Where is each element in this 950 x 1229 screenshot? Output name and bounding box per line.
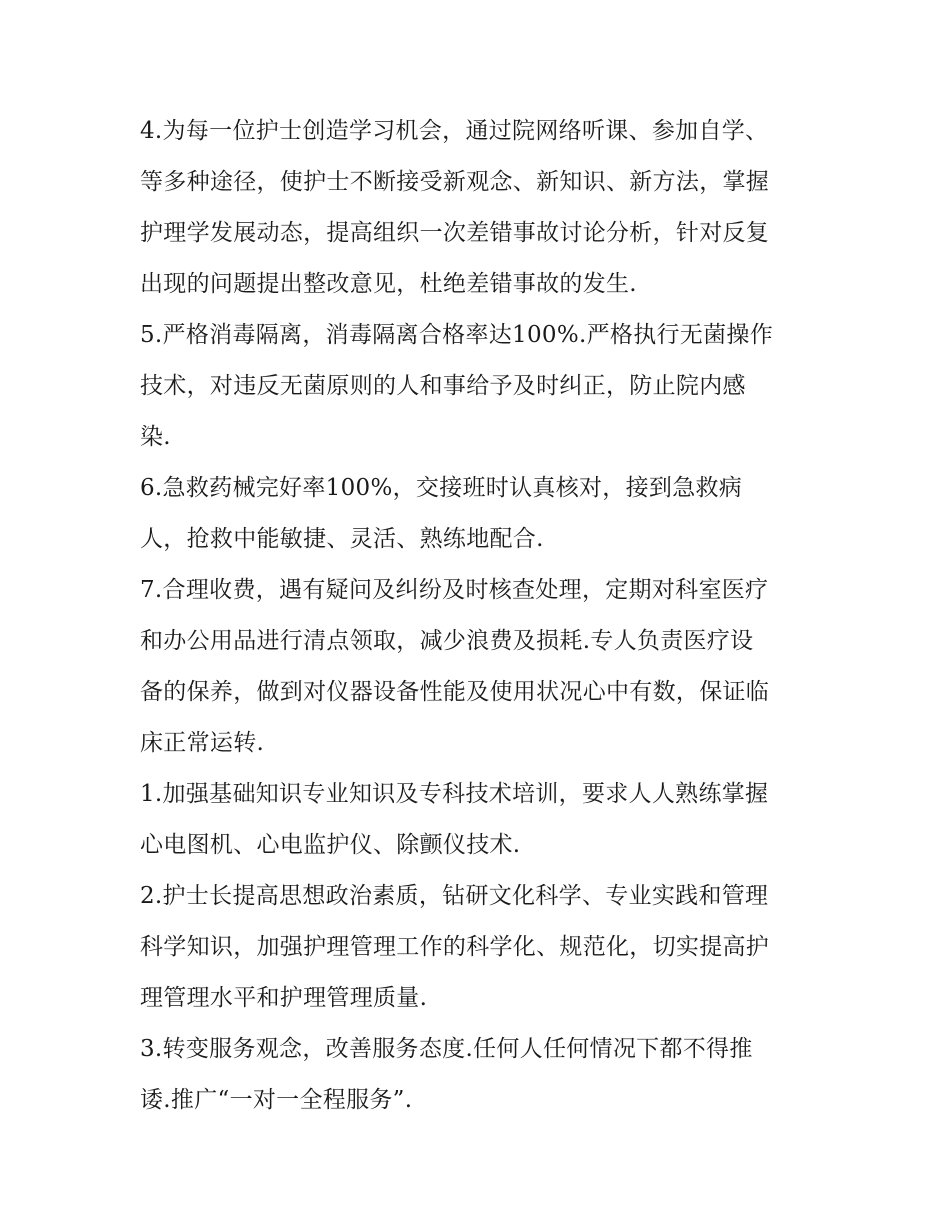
document-body (140, 106, 820, 1126)
text-line: 诿.推广“一对一全程服务”. (140, 1087, 413, 1113)
text-line: 备的保养，做到对仪器设备性能及使用状况心中有数，保证临 (140, 679, 770, 705)
text-line: 等多种途径，使护士不断接受新观念、新知识、新方法，掌握 (140, 169, 770, 195)
text-line: 理管理水平和护理管理质量. (140, 985, 428, 1011)
text-line: 人，抢救中能敏捷、灵活、熟练地配合. (140, 526, 544, 552)
text-line: 染. (140, 424, 171, 450)
text-line: 6.急救药械完好率100%，交接班时认真核对，接到急救病 (140, 475, 743, 501)
text-line: 7.合理收费，遇有疑问及纠纷及时核查处理，定期对科室医疗 (140, 577, 769, 603)
text-line: 3.转变服务观念，改善服务态度.任何人任何情况下都不得推 (140, 1036, 753, 1062)
text-line: 床正常运转. (140, 730, 265, 756)
text-line: 5.严格消毒隔离，消毒隔离合格率达100%.严格执行无菌操作 (140, 322, 774, 348)
text-line: 4.为每一位护士创造学习机会，通过院网络听课、参加自学、 (140, 118, 769, 144)
text-line: 护理学发展动态，提高组织一次差错事故讨论分析，针对反复 (140, 220, 770, 246)
text-line: 心电图机、心电监护仪、除颤仪技术. (140, 832, 521, 858)
text-line: 1.加强基础知识专业知识及专科技术培训，要求人人熟练掌握 (140, 781, 769, 807)
text-line: 科学知识，加强护理管理工作的科学化、规范化，切实提高护 (140, 934, 770, 960)
text-line: 技术，对违反无菌原则的人和事给予及时纠正，防止院内感 (140, 373, 746, 399)
text-line: 出现的问题提出整改意见，杜绝差错事故的发生. (140, 271, 637, 297)
text-line: 和办公用品进行清点领取，减少浪费及损耗.专人负责医疗设 (140, 628, 754, 654)
text-line: 2.护士长提高思想政治素质，钻研文化科学、专业实践和管理 (140, 883, 769, 909)
